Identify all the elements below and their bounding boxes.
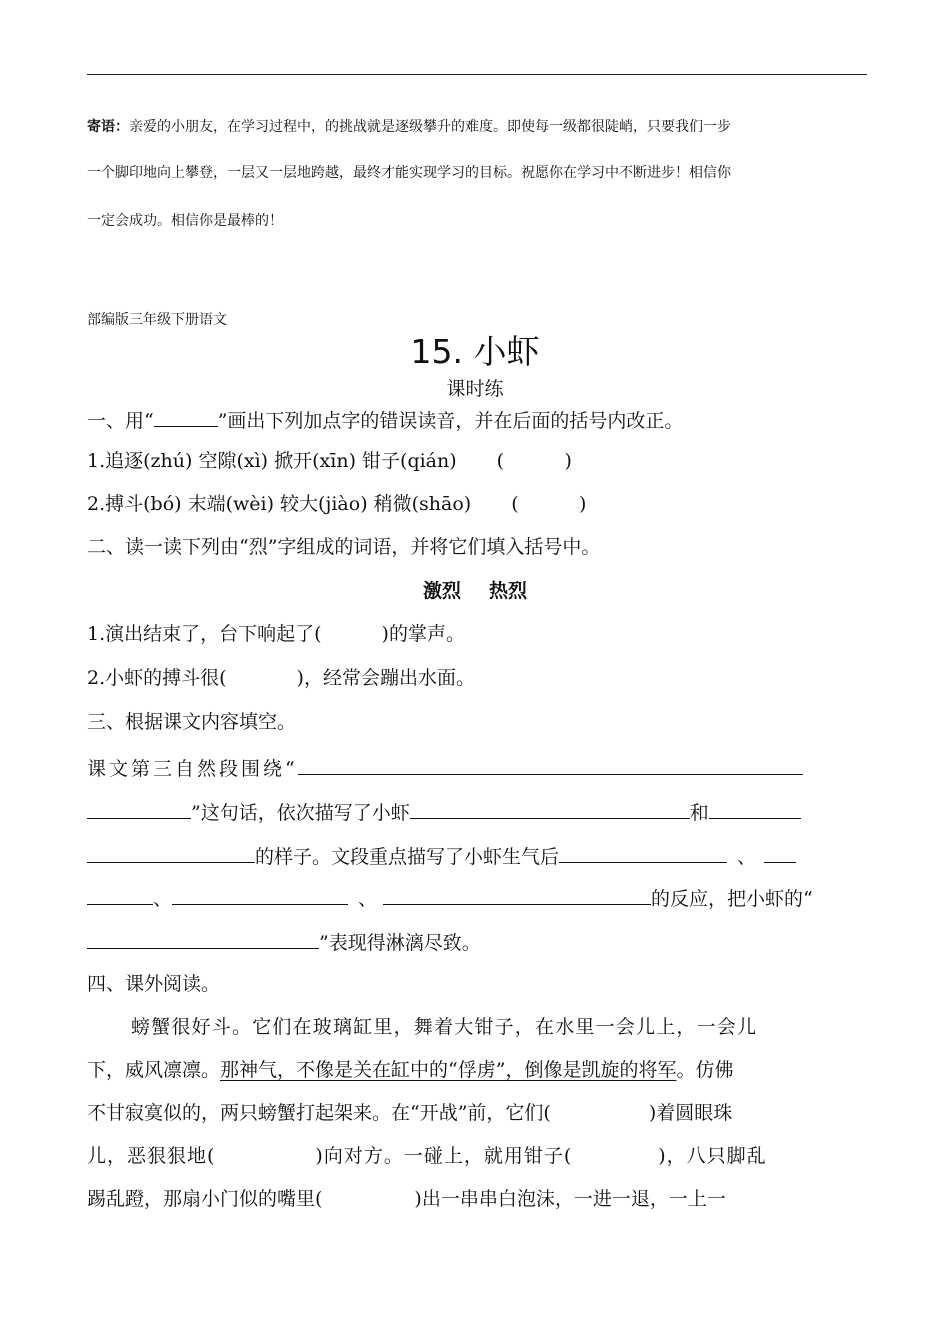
passage-line-4-a: 儿，恶狠狠地( — [87, 1145, 216, 1167]
section3-and: 和 — [689, 802, 709, 824]
separator-2: 、 — [153, 888, 173, 910]
answer-line-1[interactable] — [298, 752, 803, 775]
section3-line-2-text: ”这句话，依次描写了小虾 — [191, 802, 410, 824]
section2-item-1 — [87, 620, 465, 648]
message-line-2: 一个脚印地向上攀登，一层又一层地跨越，最终才能实现学习的目标。祝愿你在学习中不断进步！相信你 — [87, 165, 731, 181]
answer-paren-2[interactable]: ( ) — [511, 493, 587, 515]
section3-line-3 — [87, 840, 796, 871]
section3-line-5 — [87, 926, 481, 957]
message-text-1: 亲爱的小朋友，在学习过程中，的挑战就是逐级攀升的难度。即使每一级都很陡峭，只要我们一步 — [129, 119, 731, 135]
passage-line-3 — [87, 1099, 732, 1127]
answer-line-7b[interactable] — [87, 882, 153, 905]
section3-line-4-text: 的反应，把小虾的“ — [651, 888, 813, 910]
passage-line-4-c: )，八只脚乱 — [658, 1145, 767, 1167]
underlined-sentence: 那神气，不像是关在缸中的“俘虏”，倒像是凯旋的将军 — [220, 1059, 677, 1081]
section1-item-2 — [87, 490, 586, 518]
passage-line-5 — [87, 1185, 726, 1213]
answer-paren-1[interactable]: ( ) — [496, 450, 572, 472]
section3-line-5-text: ”表现得淋漓尽致。 — [319, 932, 481, 954]
section1-heading-post: ”画出下列加点字的错误读音，并在后面的括号内改正。 — [217, 410, 684, 432]
answer-line-2[interactable] — [87, 796, 191, 819]
section3-line-1-text: 课文第三自然段围绕“ — [87, 758, 298, 780]
page-title: 15. 小虾 — [410, 332, 540, 371]
passage-line-2 — [87, 1056, 733, 1084]
section2-item-1-pre: 1.演出结束了，台下响起了( — [87, 623, 322, 645]
section1-item-1 — [87, 447, 572, 475]
separator-3: 、 — [358, 888, 378, 910]
page-subtitle: 课时练 — [446, 378, 504, 400]
section3-line-1 — [87, 752, 803, 783]
section2-item-2 — [87, 664, 475, 692]
word-bank-item-2: 热烈 — [489, 580, 528, 602]
answer-line-8[interactable] — [172, 882, 348, 905]
answer-line-3[interactable] — [410, 796, 690, 819]
answer-line-4[interactable] — [709, 796, 801, 819]
passage-line-5-pre: 踢乱蹬，那扇小门似的嘴里( — [87, 1188, 323, 1210]
grade-label: 部编版三年级下册语文 — [87, 312, 227, 328]
answer-line-9[interactable] — [383, 882, 651, 905]
section1-heading-pre: 一、用“ — [87, 410, 154, 432]
answer-line-6[interactable] — [559, 840, 727, 863]
passage-line-2-post: 。仿佛 — [676, 1059, 734, 1081]
section1-heading — [87, 404, 683, 435]
section2-item-2-post: )，经常会蹦出水面。 — [296, 667, 475, 689]
word-bank — [0, 577, 950, 605]
passage-line-4-b: )向对方。一碰上，就用钳子( — [315, 1145, 573, 1167]
section3-heading: 三、根据课文内容填空。 — [87, 711, 297, 733]
passage-line-3-pre: 不甘寂寞似的，两只螃蟹打起架来。在“开战”前，它们( — [87, 1102, 551, 1124]
header-rule — [87, 74, 867, 75]
passage-line-5-post: )出一串串白泡沫，一进一退，一上一 — [414, 1188, 726, 1210]
separator-1: 、 — [737, 846, 757, 868]
word-bank-item-1: 激烈 — [422, 580, 461, 602]
message-line-1 — [87, 117, 867, 137]
section1-item-2-text: 2.搏斗(bó) 末端(wèi) 较大(jiào) 稍微(shāo) — [87, 493, 472, 515]
section2-item-1-post: )的掌声。 — [381, 623, 465, 645]
passage-line-3-post: )着圆眼珠 — [648, 1102, 733, 1124]
section2-heading: 二、读一读下列由“烈”字组成的词语，并将它们填入括号中。 — [87, 536, 601, 558]
passage-line-1: 螃蟹很好斗。它们在玻璃缸里，舞着大钳子，在水里一会儿上，一会儿 — [131, 1016, 758, 1038]
message-label: 寄语： — [87, 119, 129, 135]
answer-line-7a[interactable] — [764, 840, 796, 863]
passage-line-2-pre: 下，威风凛凛。 — [87, 1059, 221, 1081]
section1-item-1-text: 1.追逐(zhú) 空隙(xì) 掀开(xīn) 钳子(qián) — [87, 450, 457, 472]
section3-line-2 — [87, 796, 801, 827]
section3-line-4 — [87, 882, 813, 913]
section2-item-2-pre: 2.小虾的搏斗很( — [87, 667, 227, 689]
answer-line-5[interactable] — [87, 840, 255, 863]
message-line-3: 一定会成功。相信你是最棒的！ — [87, 213, 283, 229]
underline-sample — [154, 404, 218, 427]
section3-line-3-text: 的样子。文段重点描写了小虾生气后 — [255, 846, 560, 868]
answer-line-10[interactable] — [87, 926, 319, 949]
section4-heading: 四、课外阅读。 — [87, 973, 221, 995]
passage-line-4 — [87, 1142, 767, 1170]
